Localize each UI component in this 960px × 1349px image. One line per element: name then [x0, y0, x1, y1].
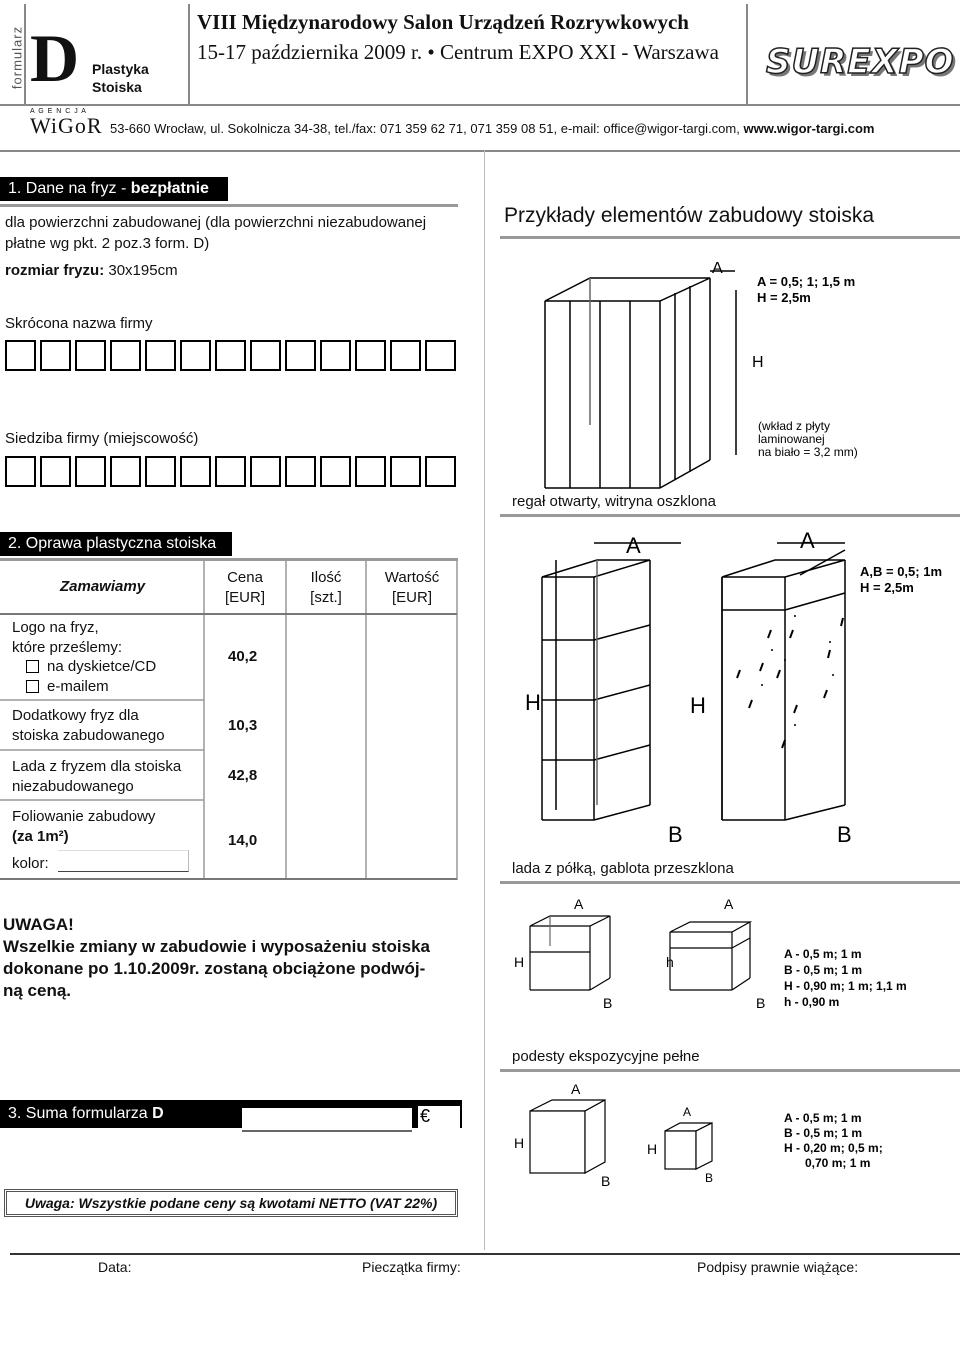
row-label: Lada z fryzem dla stoiska — [12, 758, 182, 775]
checkbox[interactable] — [26, 660, 39, 673]
value-header-line2: [EUR] — [391, 589, 432, 606]
order-row-logo — [12, 618, 156, 696]
dimension-b-label: B — [603, 995, 613, 1011]
section1-title-bold: bezpłatnie — [130, 180, 209, 197]
form-name-line1: Plastyka — [92, 61, 149, 77]
section3-title-text: 3. Suma formularza — [8, 1105, 153, 1122]
spec-line: H = 2,5m — [860, 580, 914, 595]
row-label: (za 1m²) — [12, 828, 69, 845]
letter-box[interactable] — [285, 340, 316, 371]
section1-note-line2: płatne wg pkt. 2 poz.3 form. D) — [5, 235, 210, 252]
dimension-h-label: H — [514, 954, 525, 970]
letter-box[interactable] — [390, 456, 421, 487]
spec-line: A,B = 0,5; 1m — [860, 564, 943, 579]
row-label: Dodatkowy fryz dla — [12, 707, 139, 724]
row-price: 40,2 — [228, 648, 258, 665]
company-city-boxes[interactable] — [5, 456, 456, 487]
letter-box[interactable] — [425, 456, 456, 487]
value-column-header — [367, 568, 457, 608]
row-price: 14,0 — [228, 832, 258, 849]
dimension-h-label: H — [525, 690, 541, 715]
letter-box[interactable] — [145, 456, 176, 487]
order-column-header: Zamawiamy — [60, 578, 146, 595]
divider — [746, 4, 748, 104]
divider — [24, 4, 26, 104]
dimension-h-label: H — [690, 693, 706, 718]
form-vertical-label: formularz — [9, 25, 25, 90]
letter-box[interactable] — [75, 340, 106, 371]
footer-signatures: Podpisy prawnie wiążące: — [697, 1259, 859, 1275]
warning-title: UWAGA! — [3, 915, 74, 934]
section1-title-text: 1. Dane na fryz - — [8, 180, 131, 197]
form-letter: D — [30, 20, 80, 96]
letter-box[interactable] — [40, 340, 71, 371]
price-header-line2: [EUR] — [224, 589, 265, 606]
section2-title: 2. Oprawa plastyczna stoiska — [0, 532, 232, 556]
option-email[interactable] — [12, 677, 156, 697]
dimension-b-label: B — [837, 822, 852, 847]
company-city-label: Siedziba firmy (miejscowość) — [5, 430, 199, 447]
row-label: niezabudowanego — [12, 778, 134, 795]
checkbox[interactable] — [26, 680, 39, 693]
spec-line: H - 0,20 m; 0,5 m; — [784, 1141, 883, 1155]
dimension-a-label: A — [712, 260, 723, 277]
row-price: 10,3 — [228, 717, 258, 734]
dimension-h-label: H — [647, 1141, 658, 1157]
company-name-boxes[interactable] — [5, 340, 456, 371]
net-price-note-text: Uwaga: Wszystkie podane ceny są kwotami NETTO (VAT 22%) — [24, 1195, 438, 1211]
letter-box[interactable] — [215, 340, 246, 371]
letter-box[interactable] — [110, 456, 141, 487]
option-diskette[interactable] — [12, 657, 156, 677]
frieze-size-label: rozmiar fryzu: — [5, 262, 105, 279]
spec-note: laminowanej — [758, 432, 825, 446]
section-rule — [500, 1069, 960, 1072]
column-divider — [484, 150, 485, 1250]
dimension-b-label: B — [601, 1173, 611, 1189]
dimension-h-label: H — [514, 1135, 525, 1151]
dimension-a-label: A — [571, 1081, 581, 1097]
qty-header-line2: [szt.] — [310, 589, 342, 606]
color-label: kolor: — [12, 855, 49, 872]
spec-note: na biało = 3,2 mm) — [758, 445, 858, 459]
footer-rule — [10, 1253, 960, 1255]
event-title: VIII Międzynarodowy Salon Urządzeń Rozrywkowych — [197, 10, 689, 34]
price-column-header — [205, 568, 285, 608]
letter-box[interactable] — [320, 456, 351, 487]
option-label: na dyskietce/CD — [47, 658, 157, 675]
spec-line: A - 0,5 m; 1 m — [784, 947, 862, 961]
row-label: które prześlemy: — [12, 638, 123, 656]
spec-line: H = 2,5m — [757, 290, 811, 305]
dimension-small-h-label: h — [666, 954, 674, 970]
dimension-a-label: A — [626, 533, 641, 558]
color-input[interactable] — [58, 850, 189, 872]
examples-title: Przykłady elementów zabudowy stoiska — [504, 204, 875, 227]
booth-wall-diagram — [500, 250, 960, 500]
row-label: Logo na fryz, — [12, 619, 99, 636]
warning-line: dokonane po 1.10.2009r. zostaną obciążone podwój- — [3, 959, 426, 978]
total-input[interactable] — [242, 1108, 412, 1132]
qty-header-line1: Ilość — [310, 569, 342, 586]
divider — [188, 4, 190, 104]
event-date: 15-17 października 2009 r. • Centrum EXPO XXI - Warszawa — [197, 40, 719, 64]
letter-box[interactable] — [355, 340, 386, 371]
dimension-b-label: B — [705, 1171, 714, 1185]
letter-box[interactable] — [180, 340, 211, 371]
spec-line: B - 0,5 m; 1 m — [784, 1126, 863, 1140]
caption-podium: podesty ekspozycyjne pełne — [512, 1048, 700, 1065]
dimension-a-label: A — [574, 896, 584, 912]
company-name-label: Skrócona nazwa firmy — [5, 315, 153, 332]
letter-box[interactable] — [250, 340, 281, 371]
contact-line — [110, 121, 874, 136]
letter-box[interactable] — [250, 456, 281, 487]
form-name — [92, 60, 149, 96]
value-header-line1: Wartość — [384, 569, 440, 586]
letter-box[interactable] — [215, 456, 246, 487]
letter-box[interactable] — [40, 456, 71, 487]
dimension-a-label: A — [800, 528, 815, 553]
header-rule — [0, 104, 960, 106]
spec-line: B - 0,5 m; 1 m — [784, 963, 863, 977]
section-rule — [0, 204, 458, 207]
section3-title-bold: D — [152, 1105, 164, 1122]
letter-box[interactable] — [390, 340, 421, 371]
letter-box[interactable] — [180, 456, 211, 487]
frieze-size — [5, 262, 178, 279]
order-row-extra-frieze — [12, 706, 165, 746]
letter-box[interactable] — [5, 340, 36, 371]
section1-title — [0, 177, 228, 201]
letter-box[interactable] — [75, 456, 106, 487]
footer-stamp: Pieczątka firmy: — [362, 1259, 461, 1275]
spec-line: A = 0,5; 1; 1,5 m — [757, 274, 856, 289]
net-price-note — [4, 1189, 458, 1217]
header-rule-bottom — [0, 150, 960, 152]
letter-box[interactable] — [425, 340, 456, 371]
website-link[interactable]: www.wigor-targi.com — [743, 121, 875, 136]
letter-box[interactable] — [110, 340, 141, 371]
spec-line: A - 0,5 m; 1 m — [784, 1111, 862, 1125]
agency-logo-caption: A G E N C J A — [30, 108, 87, 115]
letter-box[interactable] — [320, 340, 351, 371]
option-label: e-mailem — [47, 677, 109, 695]
form-name-line2: Stoiska — [92, 79, 142, 95]
price-header-line1: Cena — [227, 569, 263, 586]
order-row-foil — [12, 807, 155, 847]
order-row-counter — [12, 757, 181, 797]
qty-column-header — [287, 568, 365, 608]
euro-symbol: € — [418, 1106, 460, 1132]
row-price: 42,8 — [228, 767, 258, 784]
letter-box[interactable] — [5, 456, 36, 487]
contact-text: 53-660 Wrocław, ul. Sokolnicza 34-38, tel./fax: 071 359 62 71, 071 359 08 51, e-mail: office@wigor-targi.com, — [110, 121, 744, 136]
section-rule — [500, 236, 960, 239]
warning-line: Wszelkie zmiany w zabudowie i wyposażeniu stoiska — [3, 937, 431, 956]
spec-note: (wkład z płyty — [758, 419, 831, 433]
counter-diagram — [500, 890, 960, 1020]
dimension-a-label: A — [683, 1105, 692, 1119]
frieze-size-value: 30x195cm — [104, 262, 178, 279]
section1-note-line1: dla powierzchni zabudowanej (dla powierzchni niezabudowanej — [5, 214, 427, 231]
spec-line: h - 0,90 m — [784, 995, 840, 1009]
dimension-b-label: B — [756, 995, 766, 1011]
letter-box[interactable] — [355, 456, 386, 487]
section1-note — [5, 212, 426, 254]
spec-line: 0,70 m; 1 m — [805, 1156, 871, 1170]
dimension-a-label: A — [724, 896, 734, 912]
section-rule — [500, 514, 960, 517]
warning-line: ną ceną. — [3, 981, 72, 1000]
row-label: Foliowanie zabudowy — [12, 808, 156, 825]
dimension-h-label: H — [752, 354, 764, 371]
agency-logo-text: WiGoR — [30, 113, 103, 138]
section-rule — [500, 881, 960, 884]
row-label: stoiska zabudowanego — [12, 727, 165, 744]
warning-block — [3, 914, 430, 1002]
letter-box[interactable] — [145, 340, 176, 371]
letter-box[interactable] — [285, 456, 316, 487]
spec-line: H - 0,90 m; 1 m; 1,1 m — [784, 979, 907, 993]
surexpo-logo: SUREXPO — [766, 42, 955, 82]
agency-logo — [30, 108, 103, 139]
footer-date: Data: — [98, 1259, 132, 1275]
dimension-b-label: B — [668, 822, 683, 847]
podium-diagram — [500, 1076, 960, 1196]
shelf-showcase-diagram — [500, 520, 960, 850]
caption-shelf: regał otwarty, witryna oszklona — [512, 493, 716, 510]
caption-counter: lada z półką, gablota przeszklona — [512, 860, 734, 877]
